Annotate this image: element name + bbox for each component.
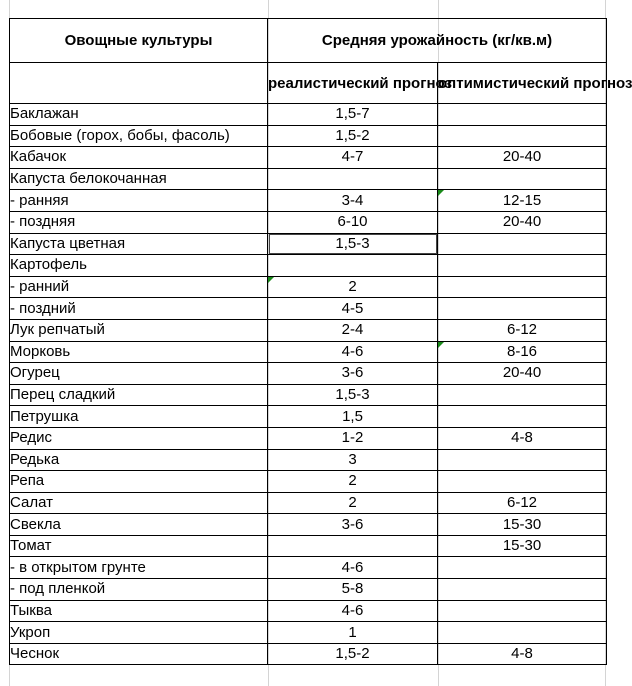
optimistic-cell[interactable]	[438, 449, 607, 471]
table-row	[10, 363, 607, 385]
optimistic-cell[interactable]	[438, 384, 607, 406]
crop-name-cell[interactable]: Кабачок	[10, 147, 268, 169]
realistic-cell[interactable]: 2	[268, 276, 438, 298]
table-row	[10, 427, 607, 449]
realistic-cell[interactable]: 4-7	[268, 147, 438, 169]
optimistic-cell[interactable]: 20-40	[438, 363, 607, 385]
crop-name-cell[interactable]: Перец сладкий	[10, 384, 268, 406]
optimistic-cell[interactable]: 20-40	[438, 211, 607, 233]
crop-name-cell[interactable]: Редис	[10, 427, 268, 449]
optimistic-cell[interactable]: 6-12	[438, 492, 607, 514]
crop-name-cell[interactable]: - в открытом грунте	[10, 557, 268, 579]
realistic-cell[interactable]	[268, 255, 438, 277]
realistic-cell[interactable]: 6-10	[268, 211, 438, 233]
table-row	[10, 125, 607, 147]
table-row	[10, 341, 607, 363]
table-row	[10, 104, 607, 126]
table-row	[10, 406, 607, 428]
realistic-cell[interactable]: 5-8	[268, 579, 438, 601]
optimistic-cell[interactable]	[438, 125, 607, 147]
crop-name-cell[interactable]: - поздняя	[10, 211, 268, 233]
crop-name-cell[interactable]: Огурец	[10, 363, 268, 385]
optimistic-cell[interactable]	[438, 557, 607, 579]
realistic-cell[interactable]: 3-4	[268, 190, 438, 212]
optimistic-cell[interactable]: 4-8	[438, 643, 607, 665]
realistic-cell[interactable]: 3-6	[268, 363, 438, 385]
realistic-cell[interactable]: 2	[268, 492, 438, 514]
crop-name-cell[interactable]: - ранняя	[10, 190, 268, 212]
crop-name-cell[interactable]: Морковь	[10, 341, 268, 363]
realistic-cell[interactable]: 4-6	[268, 341, 438, 363]
table-row	[10, 168, 607, 190]
optimistic-cell[interactable]	[438, 104, 607, 126]
crop-name-cell[interactable]: Салат	[10, 492, 268, 514]
crop-name-cell[interactable]: Лук репчатый	[10, 319, 268, 341]
optimistic-cell[interactable]	[438, 579, 607, 601]
realistic-cell[interactable]: 1	[268, 622, 438, 644]
table-row	[10, 492, 607, 514]
header-realistic[interactable]: реалистический прогноз	[268, 63, 438, 104]
optimistic-cell[interactable]: 15-30	[438, 514, 607, 536]
header-blank-cell[interactable]	[10, 63, 268, 104]
table-row	[10, 471, 607, 493]
realistic-cell[interactable]: 2-4	[268, 319, 438, 341]
realistic-cell[interactable]: 2	[268, 471, 438, 493]
realistic-cell[interactable]	[268, 535, 438, 557]
optimistic-cell[interactable]: 8-16	[438, 341, 607, 363]
header-crop[interactable]: Овощные культуры	[10, 19, 268, 63]
optimistic-cell[interactable]	[438, 255, 607, 277]
table-row	[10, 276, 607, 298]
optimistic-cell[interactable]	[438, 600, 607, 622]
optimistic-cell[interactable]	[438, 406, 607, 428]
optimistic-cell[interactable]	[438, 233, 607, 255]
realistic-cell[interactable]: 1,5-3	[268, 233, 438, 255]
table-row	[10, 557, 607, 579]
crop-name-cell[interactable]: Капуста цветная	[10, 233, 268, 255]
realistic-cell[interactable]: 1,5-2	[268, 643, 438, 665]
table-row	[10, 211, 607, 233]
crop-name-cell[interactable]: Редька	[10, 449, 268, 471]
table-row	[10, 233, 607, 255]
table-row	[10, 449, 607, 471]
table-row	[10, 384, 607, 406]
optimistic-cell[interactable]: 15-30	[438, 535, 607, 557]
realistic-cell[interactable]: 3	[268, 449, 438, 471]
table-row	[10, 643, 607, 665]
crop-name-cell[interactable]: Капуста белокочанная	[10, 168, 268, 190]
realistic-cell[interactable]: 4-5	[268, 298, 438, 320]
crop-name-cell[interactable]: Бобовые (горох, бобы, фасоль)	[10, 125, 268, 147]
realistic-cell[interactable]: 4-6	[268, 557, 438, 579]
table-row	[10, 622, 607, 644]
crop-name-cell[interactable]: Петрушка	[10, 406, 268, 428]
crop-name-cell[interactable]: Укроп	[10, 622, 268, 644]
table-row	[10, 535, 607, 557]
crop-name-cell[interactable]: Баклажан	[10, 104, 268, 126]
realistic-cell[interactable]: 1,5-3	[268, 384, 438, 406]
optimistic-cell[interactable]: 6-12	[438, 319, 607, 341]
yield-table	[9, 18, 632, 665]
table-row	[10, 255, 607, 277]
crop-name-cell[interactable]: Чеснок	[10, 643, 268, 665]
realistic-cell[interactable]: 1,5	[268, 406, 438, 428]
crop-name-cell[interactable]: Репа	[10, 471, 268, 493]
crop-name-cell[interactable]: Тыква	[10, 600, 268, 622]
realistic-cell[interactable]: 3-6	[268, 514, 438, 536]
table-row	[10, 190, 607, 212]
table-row	[10, 579, 607, 601]
table-row	[10, 600, 607, 622]
table-row	[10, 147, 607, 169]
optimistic-cell[interactable]	[438, 298, 607, 320]
header-optimistic[interactable]: оптимистический прогноз	[438, 63, 607, 104]
realistic-cell[interactable]	[268, 168, 438, 190]
realistic-cell[interactable]: 1,5-2	[268, 125, 438, 147]
crop-name-cell[interactable]: - под пленкой	[10, 579, 268, 601]
optimistic-cell[interactable]	[438, 276, 607, 298]
crop-name-cell[interactable]: - поздний	[10, 298, 268, 320]
optimistic-cell[interactable]	[438, 168, 607, 190]
optimistic-cell[interactable]	[438, 471, 607, 493]
optimistic-cell[interactable]: 4-8	[438, 427, 607, 449]
realistic-cell[interactable]: 4-6	[268, 600, 438, 622]
table-row	[10, 298, 607, 320]
table-row	[10, 319, 607, 341]
crop-name-cell[interactable]: Свекла	[10, 514, 268, 536]
optimistic-cell[interactable]: 20-40	[438, 147, 607, 169]
header-yield[interactable]: Средняя урожайность (кг/кв.м)	[268, 19, 607, 63]
crop-name-cell[interactable]: Картофель	[10, 255, 268, 277]
crop-name-cell[interactable]: Томат	[10, 535, 268, 557]
optimistic-cell[interactable]	[438, 622, 607, 644]
optimistic-cell[interactable]: 12-15	[438, 190, 607, 212]
realistic-cell[interactable]: 1-2	[268, 427, 438, 449]
realistic-cell[interactable]: 1,5-7	[268, 104, 438, 126]
crop-name-cell[interactable]: - ранний	[10, 276, 268, 298]
table-row	[10, 514, 607, 536]
